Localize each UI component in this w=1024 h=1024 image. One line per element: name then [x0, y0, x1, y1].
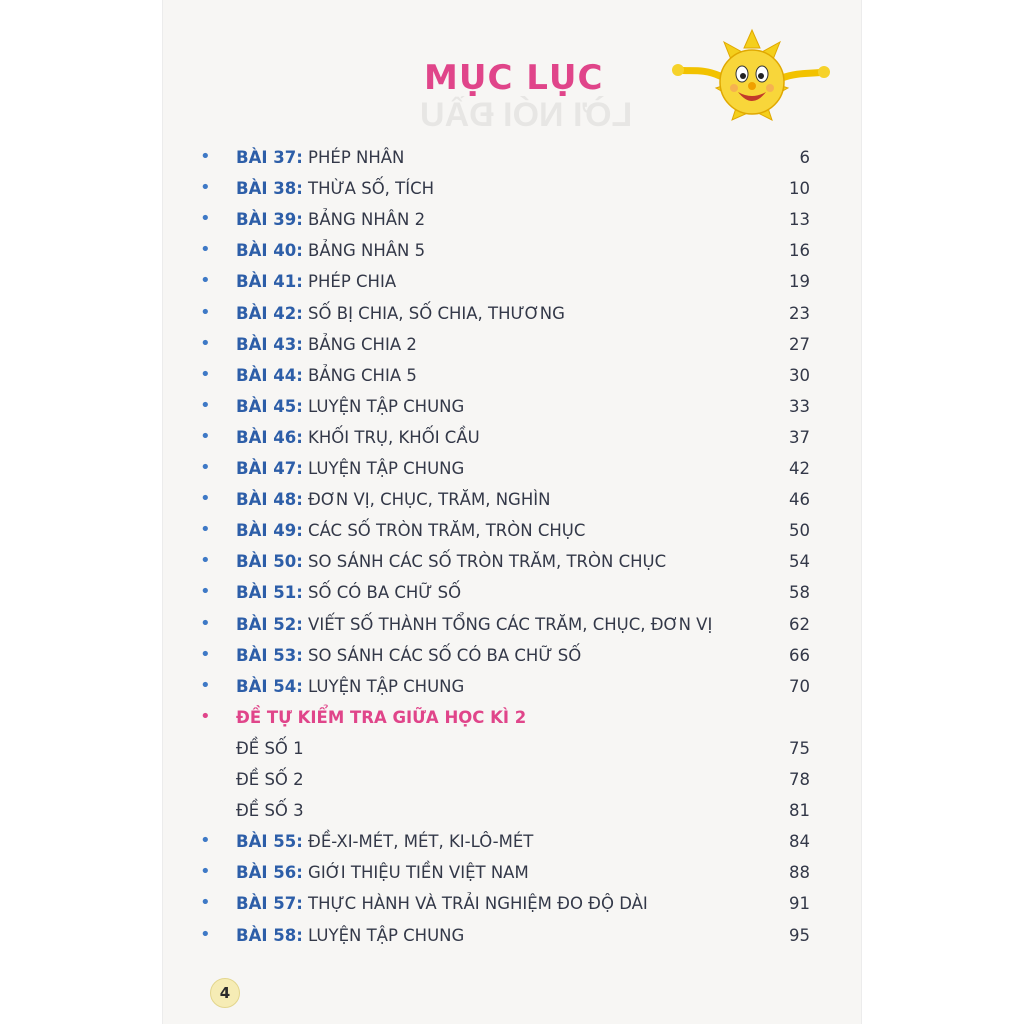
toc-entry-label [236, 366, 417, 385]
bullet-icon: • [200, 457, 211, 478]
lesson-title: KHỐI TRỤ, KHỐI CẦU [302, 427, 480, 447]
toc-page-number: 62 [789, 614, 810, 634]
toc-entry[interactable] [200, 613, 810, 639]
toc-entry-label [236, 459, 464, 478]
toc-page-number: 95 [789, 925, 810, 945]
lesson-title: SO SÁNH CÁC SỐ CÓ BA CHỮ SỐ [302, 645, 582, 665]
toc-entry-label [236, 148, 404, 167]
lesson-title: BẢNG NHÂN 2 [302, 210, 426, 230]
section-label: ĐỀ TỰ KIỂM TRA GIỮA HỌC KÌ 2 [236, 707, 527, 727]
toc-entry-label [236, 615, 712, 634]
toc-page-number: 54 [789, 552, 810, 572]
toc-entry[interactable] [200, 302, 810, 328]
toc-sub-entry[interactable] [200, 799, 810, 825]
lesson-number: BÀI 53: [236, 645, 303, 665]
toc-sub-entry[interactable] [200, 768, 810, 794]
bullet-icon: • [200, 923, 211, 945]
lesson-number: BÀI 56: [236, 863, 303, 883]
toc-entry[interactable] [200, 364, 810, 390]
page-number-badge: 4 [210, 978, 240, 1008]
lesson-title: SỐ CÓ BA CHỮ SỐ [302, 583, 462, 603]
toc-entry[interactable] [200, 239, 810, 265]
lesson-number: BÀI 50: [236, 552, 303, 572]
toc-page-number: 16 [789, 241, 810, 261]
lesson-title: VIẾT SỐ THÀNH TỔNG CÁC TRĂM, CHỤC, ĐƠN VỊ [302, 614, 713, 634]
page-title: MỤC LỤC [424, 58, 604, 98]
bullet-icon: • [200, 488, 211, 510]
lesson-title: LUYỆN TẬP CHUNG [302, 459, 465, 478]
lesson-title: THỪA SỐ, TÍCH [302, 179, 435, 199]
lesson-number: BÀI 57: [236, 894, 303, 914]
toc-entry[interactable] [200, 395, 810, 421]
lesson-number: BÀI 41: [236, 272, 303, 292]
sub-entry-label: ĐỀ SỐ 2 [236, 770, 304, 789]
bleed-through-text: LỜI NÓI ĐẦU [420, 96, 633, 134]
lesson-number: BÀI 54: [236, 676, 303, 696]
bullet-icon: • [200, 674, 211, 696]
lesson-title: ĐỀ-XI-MÉT, MÉT, KI-LÔ-MÉT [302, 832, 534, 852]
lesson-title: CÁC SỐ TRÒN TRĂM, TRÒN CHỤC [302, 521, 586, 541]
toc-section-heading[interactable] [200, 706, 810, 732]
toc-entry-label [236, 552, 666, 571]
toc-entry[interactable] [200, 270, 810, 296]
toc-entry[interactable] [200, 208, 810, 234]
toc-entry[interactable] [200, 177, 810, 203]
bullet-icon: • [200, 861, 211, 883]
lesson-title: BẢNG CHIA 2 [302, 334, 417, 354]
toc-page-number: 81 [789, 801, 810, 821]
toc-page-number: 13 [789, 210, 810, 230]
lesson-number: BÀI 37: [236, 148, 303, 167]
bullet-icon: • [200, 892, 211, 914]
toc-entry-label [236, 583, 461, 602]
toc-page-number: 10 [789, 179, 810, 199]
toc-entry-label [236, 304, 565, 323]
toc-entry[interactable] [200, 550, 810, 576]
toc-entry[interactable] [200, 146, 810, 172]
toc-page-number: 78 [789, 770, 810, 789]
toc-entry[interactable] [200, 924, 810, 950]
lesson-title: THỰC HÀNH VÀ TRẢI NGHIỆM ĐO ĐỘ DÀI [302, 894, 648, 914]
toc-page-number: 91 [789, 894, 810, 914]
bullet-icon: • [200, 301, 211, 323]
bullet-icon: • [200, 270, 211, 292]
toc-page-number: 42 [789, 459, 810, 478]
sub-entry-label: ĐỀ SỐ 1 [236, 738, 304, 758]
lesson-number: BÀI 47: [236, 459, 303, 478]
toc-page-number: 50 [789, 521, 810, 541]
toc-entry[interactable] [200, 892, 810, 918]
toc-entry[interactable] [200, 333, 810, 359]
bullet-icon: • [200, 830, 211, 852]
toc-entry[interactable] [200, 830, 810, 856]
toc-entry[interactable] [200, 488, 810, 514]
toc-entry[interactable] [200, 581, 810, 607]
toc-sub-entry[interactable] [200, 737, 810, 763]
lesson-title: PHÉP CHIA [302, 272, 397, 292]
toc-entry-label [236, 179, 434, 198]
lesson-number: BÀI 46: [236, 427, 303, 447]
lesson-number: BÀI 58: [236, 925, 303, 945]
bullet-icon: • [200, 146, 211, 167]
toc-entry-label [236, 521, 585, 540]
toc-entry-label [236, 926, 464, 945]
toc-entry-label [236, 832, 533, 851]
lesson-number: BÀI 42: [236, 303, 303, 323]
toc-page-number: 23 [789, 303, 810, 323]
toc-entry-label [236, 863, 529, 882]
toc-entry-label [236, 428, 480, 447]
lesson-title: LUYỆN TẬP CHUNG [302, 396, 465, 416]
lesson-title: LUYỆN TẬP CHUNG [302, 676, 465, 696]
toc-entry-label [236, 241, 425, 260]
lesson-number: BÀI 45: [236, 396, 303, 416]
toc-entry[interactable] [200, 426, 810, 452]
toc-page-number: 19 [789, 272, 810, 292]
toc-entry-label [236, 894, 648, 913]
bullet-icon: • [200, 519, 211, 541]
lesson-title: ĐƠN VỊ, CHỤC, TRĂM, NGHÌN [302, 490, 551, 510]
toc-entry[interactable] [200, 675, 810, 701]
toc-page-number: 70 [789, 676, 810, 696]
bullet-icon: • [200, 239, 211, 261]
lesson-number: BÀI 40: [236, 241, 303, 261]
lesson-title: BẢNG NHÂN 5 [302, 241, 426, 261]
lesson-title: GIỚI THIỆU TIỀN VIỆT NAM [302, 863, 529, 883]
toc-page-number: 37 [789, 427, 810, 447]
bullet-icon: • [200, 208, 211, 230]
lesson-number: BÀI 39: [236, 210, 303, 230]
bullet-icon: • [200, 705, 211, 727]
toc-page-number: 30 [789, 365, 810, 385]
lesson-title: SỐ BỊ CHIA, SỐ CHIA, THƯƠNG [302, 303, 565, 323]
toc-entry-label [236, 210, 425, 229]
lesson-title: LUYỆN TẬP CHUNG [302, 925, 465, 945]
sub-entry-label: ĐỀ SỐ 3 [236, 801, 304, 821]
toc-entry-label [236, 397, 464, 416]
toc-entry-label [236, 677, 464, 696]
bullet-icon: • [200, 394, 211, 416]
toc-entry[interactable] [200, 457, 810, 483]
toc-page-number: 27 [789, 334, 810, 354]
bullet-icon: • [200, 425, 211, 447]
toc-entry-label [236, 646, 581, 665]
lesson-number: BÀI 51: [236, 583, 303, 603]
bullet-icon: • [200, 643, 211, 665]
toc-entry-label [236, 272, 396, 291]
lesson-title: PHÉP NHÂN [302, 148, 405, 167]
lesson-number: BÀI 55: [236, 832, 303, 852]
toc-entry-label [236, 335, 417, 354]
toc-entry[interactable] [200, 644, 810, 670]
bullet-icon: • [200, 612, 211, 634]
toc-page-number: 58 [789, 583, 810, 603]
toc-entry-label [236, 490, 550, 509]
toc-entry[interactable] [200, 861, 810, 887]
lesson-number: BÀI 44: [236, 365, 303, 385]
bullet-icon: • [200, 550, 211, 572]
toc-entry[interactable] [200, 519, 810, 545]
bullet-icon: • [200, 332, 211, 354]
lesson-number: BÀI 43: [236, 334, 303, 354]
toc-page-number: 46 [789, 490, 810, 510]
lesson-number: BÀI 52: [236, 614, 303, 634]
lesson-title: BẢNG CHIA 5 [302, 365, 417, 385]
bullet-icon: • [200, 363, 211, 385]
bullet-icon: • [200, 581, 211, 603]
toc-page-number: 66 [789, 645, 810, 665]
sun-mascot-icon [672, 28, 832, 128]
lesson-title: SO SÁNH CÁC SỐ TRÒN TRĂM, TRÒN CHỤC [302, 552, 667, 572]
lesson-number: BÀI 48: [236, 490, 303, 510]
toc-page-number: 75 [789, 738, 810, 758]
bullet-icon: • [200, 177, 211, 199]
toc-page-number: 84 [789, 832, 810, 852]
lesson-number: BÀI 49: [236, 521, 303, 541]
toc-page-number: 6 [799, 148, 810, 167]
toc-page-number: 88 [789, 863, 810, 883]
lesson-number: BÀI 38: [236, 179, 303, 199]
toc-page-number: 33 [789, 396, 810, 416]
